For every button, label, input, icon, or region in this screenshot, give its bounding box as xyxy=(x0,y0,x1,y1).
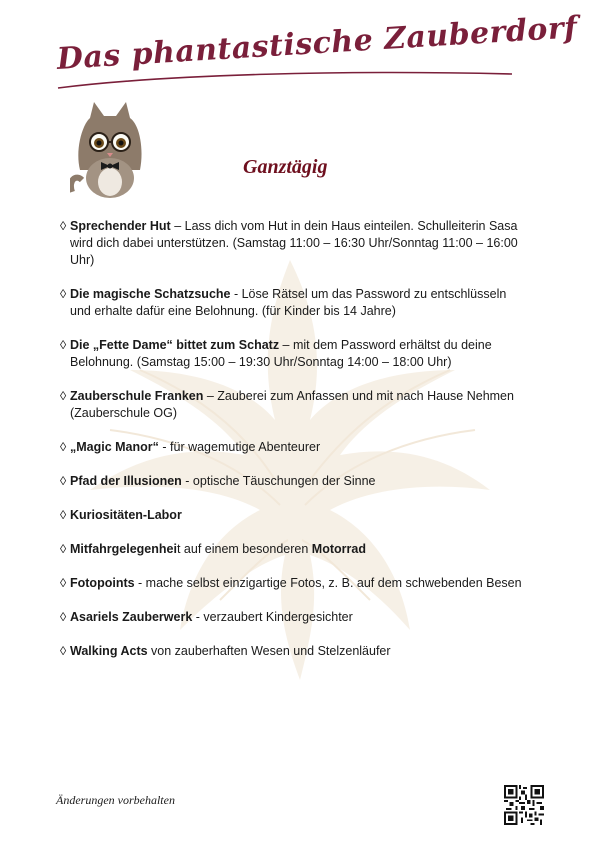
diamond-bullet-icon: ◊ xyxy=(60,287,67,301)
diamond-bullet-icon: ◊ xyxy=(60,644,67,658)
list-item xyxy=(60,541,530,558)
item-title: Die magische Schatzsuche xyxy=(70,287,231,301)
item-title: Sprechender Hut xyxy=(70,219,171,233)
item-title: „Magic Manor“ xyxy=(70,440,159,454)
title-banner xyxy=(50,10,579,100)
diamond-bullet-icon: ◊ xyxy=(60,610,67,624)
activity-list xyxy=(60,218,530,677)
list-item xyxy=(60,218,530,269)
list-item xyxy=(60,337,530,371)
item-emphasis: Motorrad xyxy=(311,542,366,556)
item-text: - für wagemutige Abenteurer xyxy=(158,440,321,454)
list-item xyxy=(60,439,530,456)
item-text: - Löse Rätsel um das Password zu entschlüsseln und erhalte dafür eine Belohnung. (für Kinder bis 14 Jahre) xyxy=(70,287,507,318)
qr-code-icon[interactable] xyxy=(504,785,544,825)
list-item xyxy=(60,473,530,490)
item-title: Walking Acts xyxy=(70,644,148,658)
item-text: – Zauberei zum Anfassen und mit nach Hause Nehmen (Zauberschule OG) xyxy=(70,389,514,420)
list-item xyxy=(60,388,530,422)
item-text: von zauberhaften Wesen und Stelzenläufer xyxy=(147,644,391,658)
diamond-bullet-icon: ◊ xyxy=(60,576,67,590)
item-title: Zauberschule Franken xyxy=(70,389,204,403)
item-text: - optische Täuschungen der Sinne xyxy=(181,474,376,488)
diamond-bullet-icon: ◊ xyxy=(60,389,67,403)
item-title: Pfad der Illusionen xyxy=(70,474,182,488)
item-title: Mitfahrgelegenhei xyxy=(70,542,177,556)
section-heading: Ganztägig xyxy=(243,156,328,178)
list-item xyxy=(60,286,530,320)
cat-with-glasses-icon xyxy=(70,100,150,200)
item-text: - verzaubert Kindergesichter xyxy=(192,610,353,624)
list-item xyxy=(60,643,530,660)
diamond-bullet-icon: ◊ xyxy=(60,542,67,556)
diamond-bullet-icon: ◊ xyxy=(60,219,67,233)
item-text: – mit dem Password erhältst du deine Belohnung. (Samstag 15:00 – 19:30 Uhr/Sonntag 14:00 – 18:00 Uhr) xyxy=(70,338,492,369)
diamond-bullet-icon: ◊ xyxy=(60,338,67,352)
list-item xyxy=(60,609,530,626)
item-text: – Lass dich vom Hut in dein Haus einteilen. Schulleiterin Sasa wird dich dabei unterstützen. (Samstag 11:00 – 16:30 Uhr/Sonntag 11:00 – 16:00 Uhr) xyxy=(70,219,518,267)
item-title: Kuriositäten-Labor xyxy=(70,508,182,522)
list-item xyxy=(60,575,530,592)
list-item xyxy=(60,507,530,524)
page-title: Das phantastische Zauberdorf xyxy=(55,10,579,77)
footer-note: Änderungen vorbehalten xyxy=(56,793,175,807)
item-title: Asariels Zauberwerk xyxy=(70,610,193,624)
diamond-bullet-icon: ◊ xyxy=(60,474,67,488)
diamond-bullet-icon: ◊ xyxy=(60,508,67,522)
title-swoosh xyxy=(50,30,520,100)
item-text: t auf einem besonderen xyxy=(176,542,312,556)
item-title: Die „Fette Dame“ bittet zum Schatz xyxy=(70,338,280,352)
diamond-bullet-icon: ◊ xyxy=(60,440,67,454)
item-text: - mache selbst einzigartige Fotos, z. B. auf dem schwebenden Besen xyxy=(134,576,522,590)
item-title: Fotopoints xyxy=(70,576,135,590)
